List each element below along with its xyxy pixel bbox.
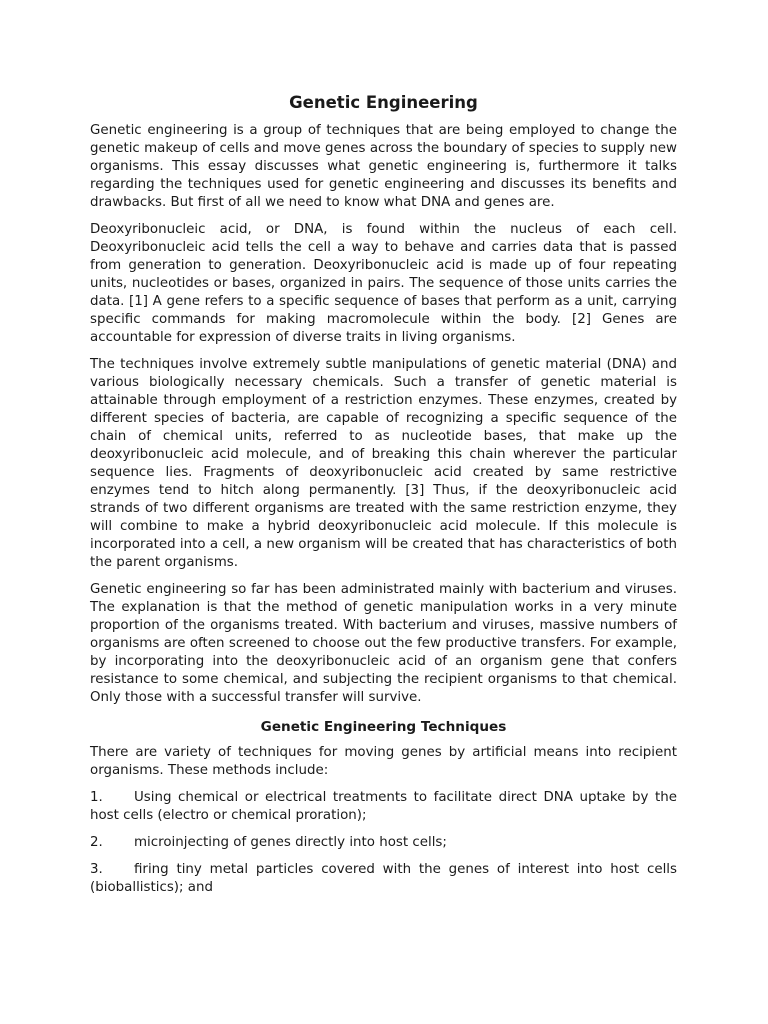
section-heading: Genetic Engineering Techniques — [260, 719, 507, 735]
paragraph-dna: Deoxyribonucleic acid, or DNA, is found within the nucleus of each cell. Deoxyribonucleic acid tells the cell a way to behave and carries data that is passed from generation to generation. Deoxyribonucleic acid is made up of four repeating units, nucleotides or bases, organized in pairs. The sequence of those units carries the data. [1] A gene refers to a specific sequence of bases that perform as a unit, carrying specific commands for making macromolecule within the body. [2] Genes are accountable for expression of diverse traits in living organisms. — [90, 222, 677, 345]
paragraph-techniques: The techniques involve extremely subtle manipulations of genetic material (DNA) and various biologically necessary chemicals. Such a transfer of genetic material is attainable through employment of a restriction enzymes. These enzymes, created by different species of bacteria, are capable of recognizing a specific sequence of the chain of chemical units, referred to as nucleotide bases, that make up the deoxyribonucleic acid molecule, and of breaking this chain wherever the particular sequence lies. Fragments of deoxyribonucleic acid created by same restrictive enzymes tend to hitch along permanently. [3] Thus, if the deoxyribonucleic acid strands of two different organisms are treated with the same restriction enzyme, they will combine to make a hybrid deoxyribonucleic acid molecule. If this molecule is incorporated into a cell, a new organism will be created that has characteristics of both the parent organisms. — [90, 357, 677, 570]
list-number: 2. — [90, 835, 103, 850]
section-intro: There are variety of techniques for moving genes by artificial means into recipient organisms. These methods include: — [90, 745, 677, 778]
list-item — [90, 789, 677, 825]
list-text: Using chemical or electrical treatments to facilitate direct DNA uptake by the host cells (electro or chemical proration); — [90, 790, 677, 823]
document-page — [90, 92, 677, 906]
list-text: microinjecting of genes directly into host cells; — [134, 835, 447, 850]
list-item — [90, 861, 677, 897]
list-number: 3. — [90, 862, 103, 877]
list-text: firing tiny metal particles covered with the genes of interest into host cells (bioballistics); and — [90, 862, 677, 895]
list-number: 1. — [90, 790, 103, 805]
list-item — [90, 834, 677, 852]
paragraph-bacteria: Genetic engineering so far has been administrated mainly with bacterium and viruses. The explanation is that the method of genetic manipulation works in a very minute proportion of the organisms treated. With bacterium and viruses, massive numbers of organisms are often screened to choose out the few productive transfers. For example, by incorporating into the deoxyribonucleic acid of an organism gene that confers resistance to some chemical, and subjecting the recipient organisms to that chemical. Only those with a successful transfer will survive. — [90, 582, 677, 705]
document-title: Genetic Engineering — [289, 93, 478, 112]
paragraph-intro: Genetic engineering is a group of techniques that are being employed to change the genetic makeup of cells and move genes across the boundary of species to supply new organisms. This essay discusses what genetic engineering is, furthermore it talks regarding the techniques used for genetic engineering and discusses its benefits and drawbacks. But first of all we need to know what DNA and genes are. — [90, 123, 677, 210]
